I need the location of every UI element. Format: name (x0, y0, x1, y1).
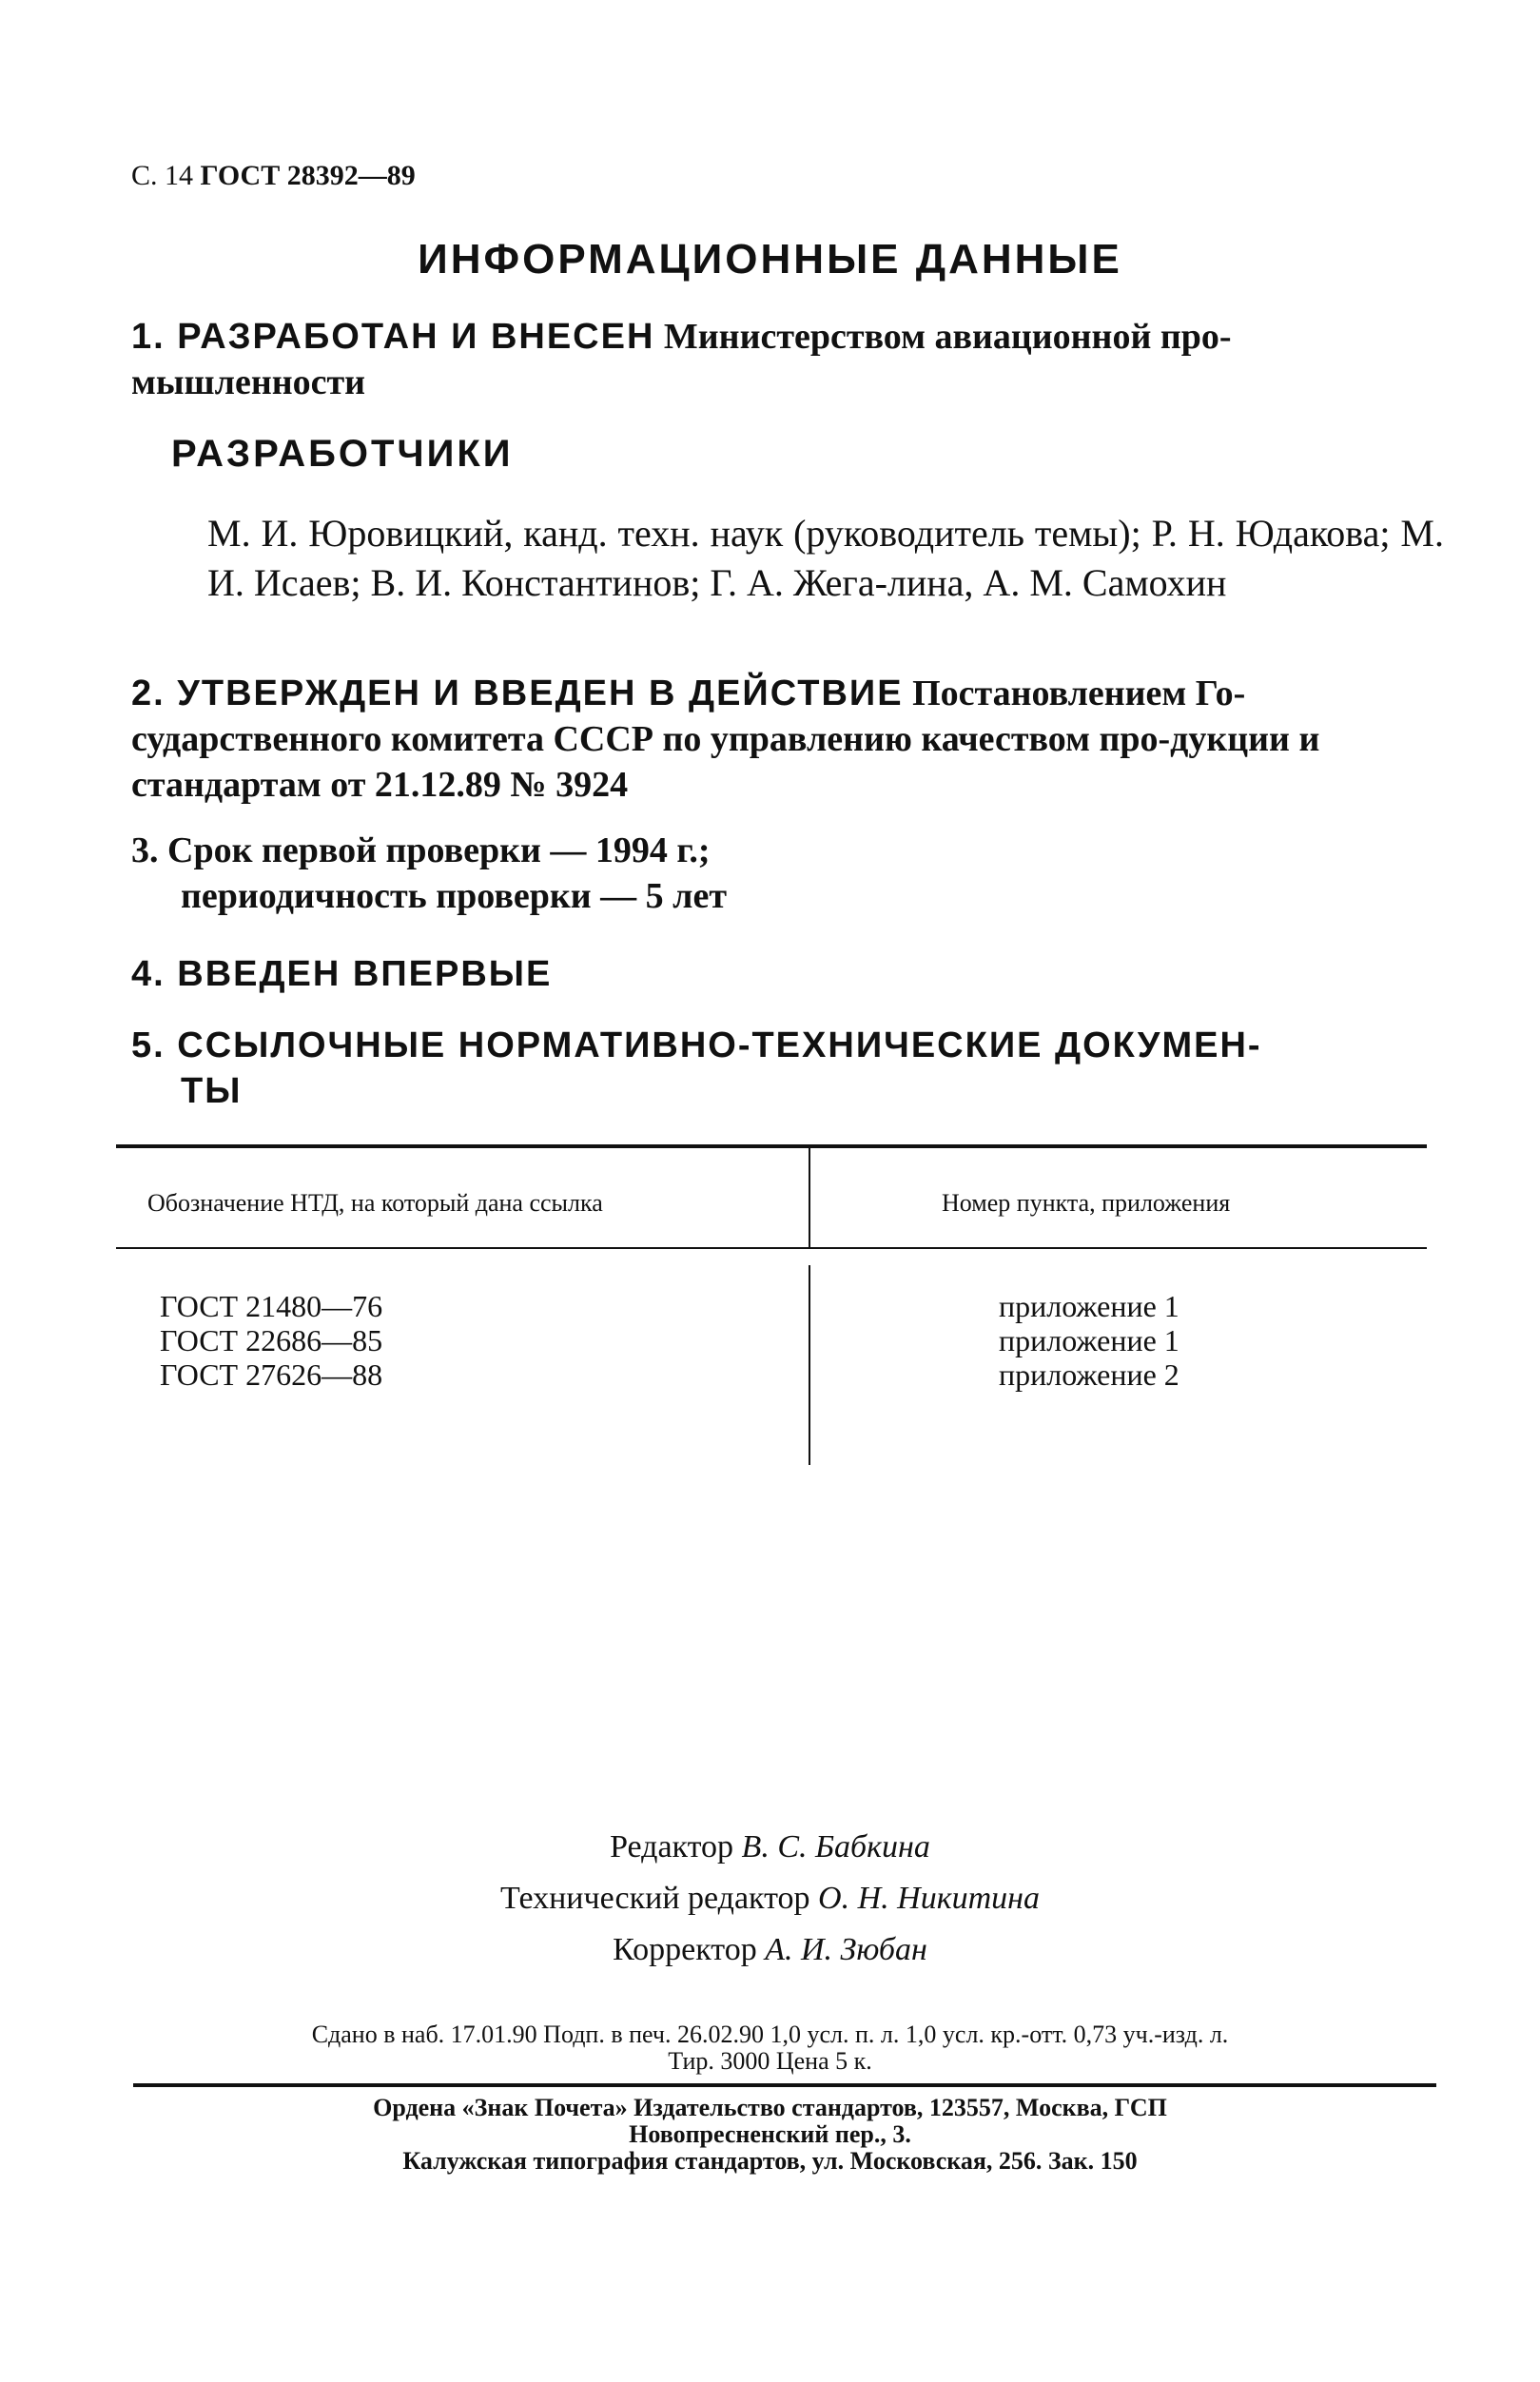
item-1-text: Министерством авиационной про-мышленности (131, 317, 1232, 402)
publisher-line-3: Калужская типография стандартов, ул. Московская, 256. Зак. 150 (402, 2147, 1138, 2175)
credit-role: Технический редактор (499, 1881, 810, 1916)
page-number: С. 14 (131, 160, 194, 191)
table-header-rule (116, 1247, 1427, 1249)
publisher-line-2: Новопресненский пер., 3. (629, 2120, 911, 2148)
item-2-text: Постановлением Го-сударственного комитета СССР по управлению качеством про-дукции и стандартам от 21.12.89 № 3924 (131, 674, 1320, 805)
credit-corrector (0, 1924, 1540, 1976)
imprint-line-2: Тир. 3000 Цена 5 к. (668, 2047, 872, 2075)
table-row: ГОСТ 22686—85 (160, 1323, 383, 1357)
table-header-divider (809, 1148, 810, 1247)
credit-tech-editor (0, 1873, 1540, 1924)
item-2-lead: 2. УТВЕРЖДЕН И ВВЕДЕН В ДЕЙСТВИЕ (131, 674, 904, 713)
table-row: ГОСТ 27626—88 (160, 1357, 383, 1392)
page-title: ИНФОРМАЦИОННЫЕ ДАННЫЕ (418, 236, 1122, 283)
table-body-divider (809, 1265, 810, 1465)
standard-code: ГОСТ 28392—89 (200, 160, 416, 191)
table-top-rule (116, 1144, 1427, 1148)
item-2 (131, 671, 1444, 808)
page-header (131, 160, 416, 192)
credit-name: А. И. Зюбан (765, 1932, 927, 1967)
item-4-text: 4. ВВЕДЕН ВПЕРВЫЕ (131, 954, 553, 994)
credit-editor (0, 1822, 1540, 1873)
table-header-clause: Номер пункта, приложения (942, 1189, 1231, 1217)
developers-heading: РАЗРАБОТЧИКИ (171, 433, 514, 475)
credit-role: Корректор (613, 1932, 757, 1967)
table-header-designation: Обозначение НТД, на который дана ссылка (147, 1189, 603, 1217)
credits (0, 1822, 1540, 1976)
imprint-rule (133, 2083, 1436, 2087)
table-row: приложение 1 (999, 1323, 1179, 1357)
publisher-line-1: Ордена «Знак Почета» Издательство стандартов, 123557, Москва, ГСП (373, 2094, 1167, 2121)
item-5 (131, 1023, 1444, 1114)
item-3-line-2: периодичность проверки — 5 лет (181, 876, 728, 916)
item-5-line-1: 5. ССЫЛОЧНЫЕ НОРМАТИВНО-ТЕХНИЧЕСКИЕ ДОКУМЕН- (131, 1025, 1262, 1065)
item-1-lead: 1. РАЗРАБОТАН И ВНЕСЕН (131, 317, 655, 357)
table-row: приложение 1 (999, 1289, 1179, 1323)
table-row: приложение 2 (999, 1357, 1179, 1392)
table-row: ГОСТ 21480—76 (160, 1289, 383, 1323)
item-1 (131, 314, 1444, 405)
credit-name: В. С. Бабкина (741, 1829, 930, 1865)
item-3 (131, 828, 1444, 919)
item-5-line-2: ТЫ (181, 1071, 243, 1111)
developers-list: М. И. Юровицкий, канд. техн. наук (руководитель темы); Р. Н. Юдакова; М. И. Исаев; В. И. Константинов; Г. А. Жега-лина, А. М. Самохин (207, 512, 1444, 604)
credit-name: О. Н. Никитина (818, 1881, 1041, 1916)
item-4 (131, 951, 1444, 997)
imprint-line-1: Сдано в наб. 17.01.90 Подп. в печ. 26.02.90 1,0 усл. п. л. 1,0 усл. кр.-отт. 0,73 уч.-изд. л. (311, 2021, 1229, 2048)
item-3-line-1: 3. Срок первой проверки — 1994 г.; (131, 830, 711, 870)
credit-role: Редактор (610, 1829, 734, 1865)
